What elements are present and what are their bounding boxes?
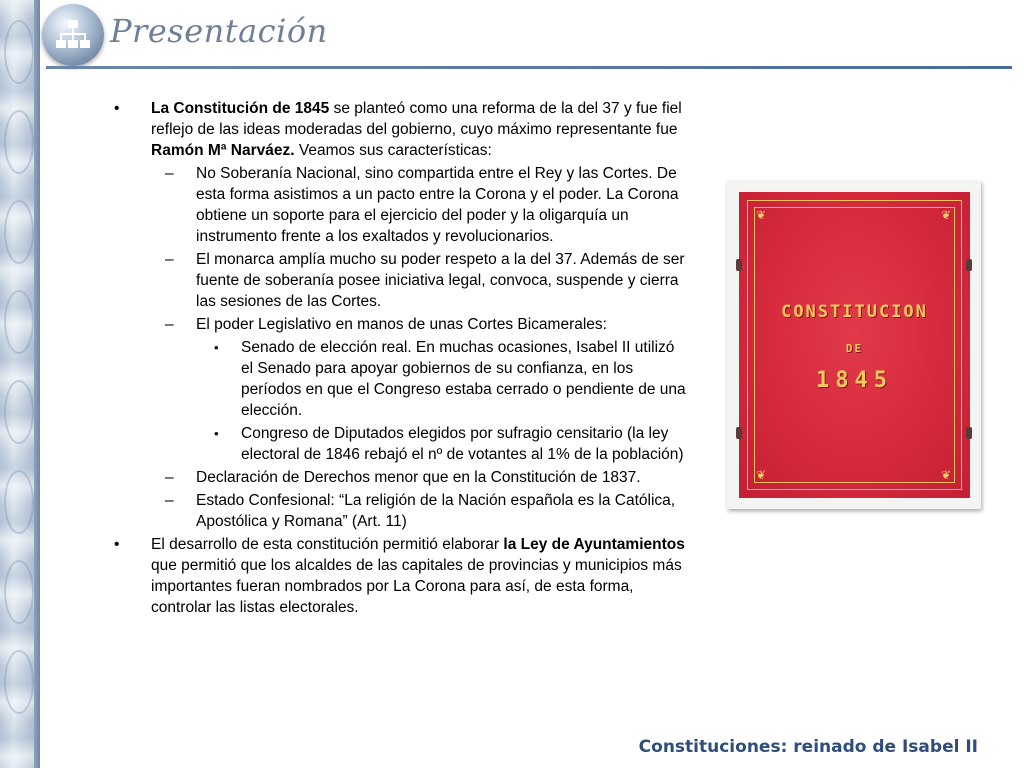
book-title-text: CONSTITUCION (781, 302, 928, 322)
bullet-text: El desarrollo de esta constitución permitió elaborar (151, 536, 504, 553)
bullet-text: Estado Confesional: “La religión de la Nación española es la Católica, Apostólica y Romana” (Art. 11) (196, 492, 676, 530)
bullet-marker: – (165, 165, 174, 182)
book-year-text: 1845 (816, 368, 893, 393)
bullet-text: El poder Legislativo en manos de unas Cortes Bicamerales: (196, 316, 607, 333)
bullet-item (110, 163, 690, 247)
border-ornament (4, 290, 34, 354)
constitution-book-image (727, 181, 981, 509)
left-decorative-border (0, 0, 40, 768)
book-cover (739, 192, 970, 498)
bullet-item (110, 467, 690, 488)
book-corner-ornament: ❦ (756, 468, 767, 482)
border-ornament (4, 200, 34, 264)
book-clasp (736, 427, 742, 439)
book-corner-ornament: ❦ (941, 468, 952, 482)
bold-text: la Ley de Ayuntamientos (503, 536, 685, 553)
slide-body (110, 98, 690, 620)
bullet-item (110, 534, 690, 618)
book-corner-ornament: ❦ (941, 208, 952, 222)
bullet-marker: • (114, 100, 120, 117)
bullet-marker: • (214, 340, 219, 355)
footer-title: Constituciones: reinado de Isabel II (638, 737, 978, 757)
bullet-text: El monarca amplía mucho su poder respeto a la del 37. Además de ser fuente de soberanía posee iniciativa legal, convoca, suspende y cierra las sesiones de las Cortes. (196, 251, 685, 310)
page-title: Presentación (110, 12, 328, 50)
book-corner-ornament: ❦ (756, 208, 767, 222)
border-ornament (4, 470, 34, 534)
bullet-item (110, 249, 690, 312)
bullet-text: Veamos sus características: (294, 142, 492, 159)
border-ornament (4, 560, 34, 624)
border-ornament (4, 20, 34, 84)
bullet-text: No Soberanía Nacional, sino compartida entre el Rey y las Cortes. De esta forma asistimos a un pacto entre la Corona y el poder. La Corona obtiene un soporte para el ejercicio del poder y la oligarquía un instrumento frente a los exaltados y revolucionarios. (196, 165, 679, 245)
book-subtitle-text: DE (845, 342, 864, 355)
book-clasp (736, 259, 742, 271)
bullet-item (110, 423, 690, 465)
book-clasp (966, 427, 972, 439)
border-ornament (4, 650, 34, 714)
bullet-marker: – (165, 492, 174, 509)
bullet-item (110, 337, 690, 421)
bullet-item (110, 314, 690, 335)
bullet-item (110, 490, 690, 532)
bullet-text: Congreso de Diputados elegidos por sufragio censitario (la ley electoral de 1846 rebajó el nº de votantes al 1% de la población) (241, 425, 684, 463)
bullet-marker: • (114, 536, 120, 553)
org-chart-logo-icon (42, 4, 104, 66)
bullet-text: se planteó como una reforma de la del 37 y fue fiel reflejo de las ideas moderadas del gobierno, cuyo máximo representante fue (151, 100, 682, 138)
bullet-text: Declaración de Derechos menor que en la Constitución de 1837. (196, 469, 641, 486)
bullet-item (110, 98, 690, 161)
header-divider (46, 66, 1012, 69)
border-ornament (4, 110, 34, 174)
bullet-marker: – (165, 316, 174, 333)
book-clasp (966, 259, 972, 271)
bullet-text: que permitió que los alcaldes de las capitales de provincias y municipios más importantes fueran nombrados por La Corona para así, de esta forma, controlar las listas electorales. (151, 557, 682, 616)
border-ornament (4, 380, 34, 444)
bullet-marker: – (165, 251, 174, 268)
bold-text: La Constitución de 1845 (151, 100, 330, 117)
bullet-marker: • (214, 426, 219, 441)
bold-text: Ramón Mª Narváez. (151, 142, 295, 159)
bullet-text: Senado de elección real. En muchas ocasiones, Isabel II utilizó el Senado para apoyar gobiernos de su confianza, en los períodos en que el Congreso estaba cerrado o pendiente de una elección. (241, 339, 686, 419)
bullet-marker: – (165, 469, 174, 486)
